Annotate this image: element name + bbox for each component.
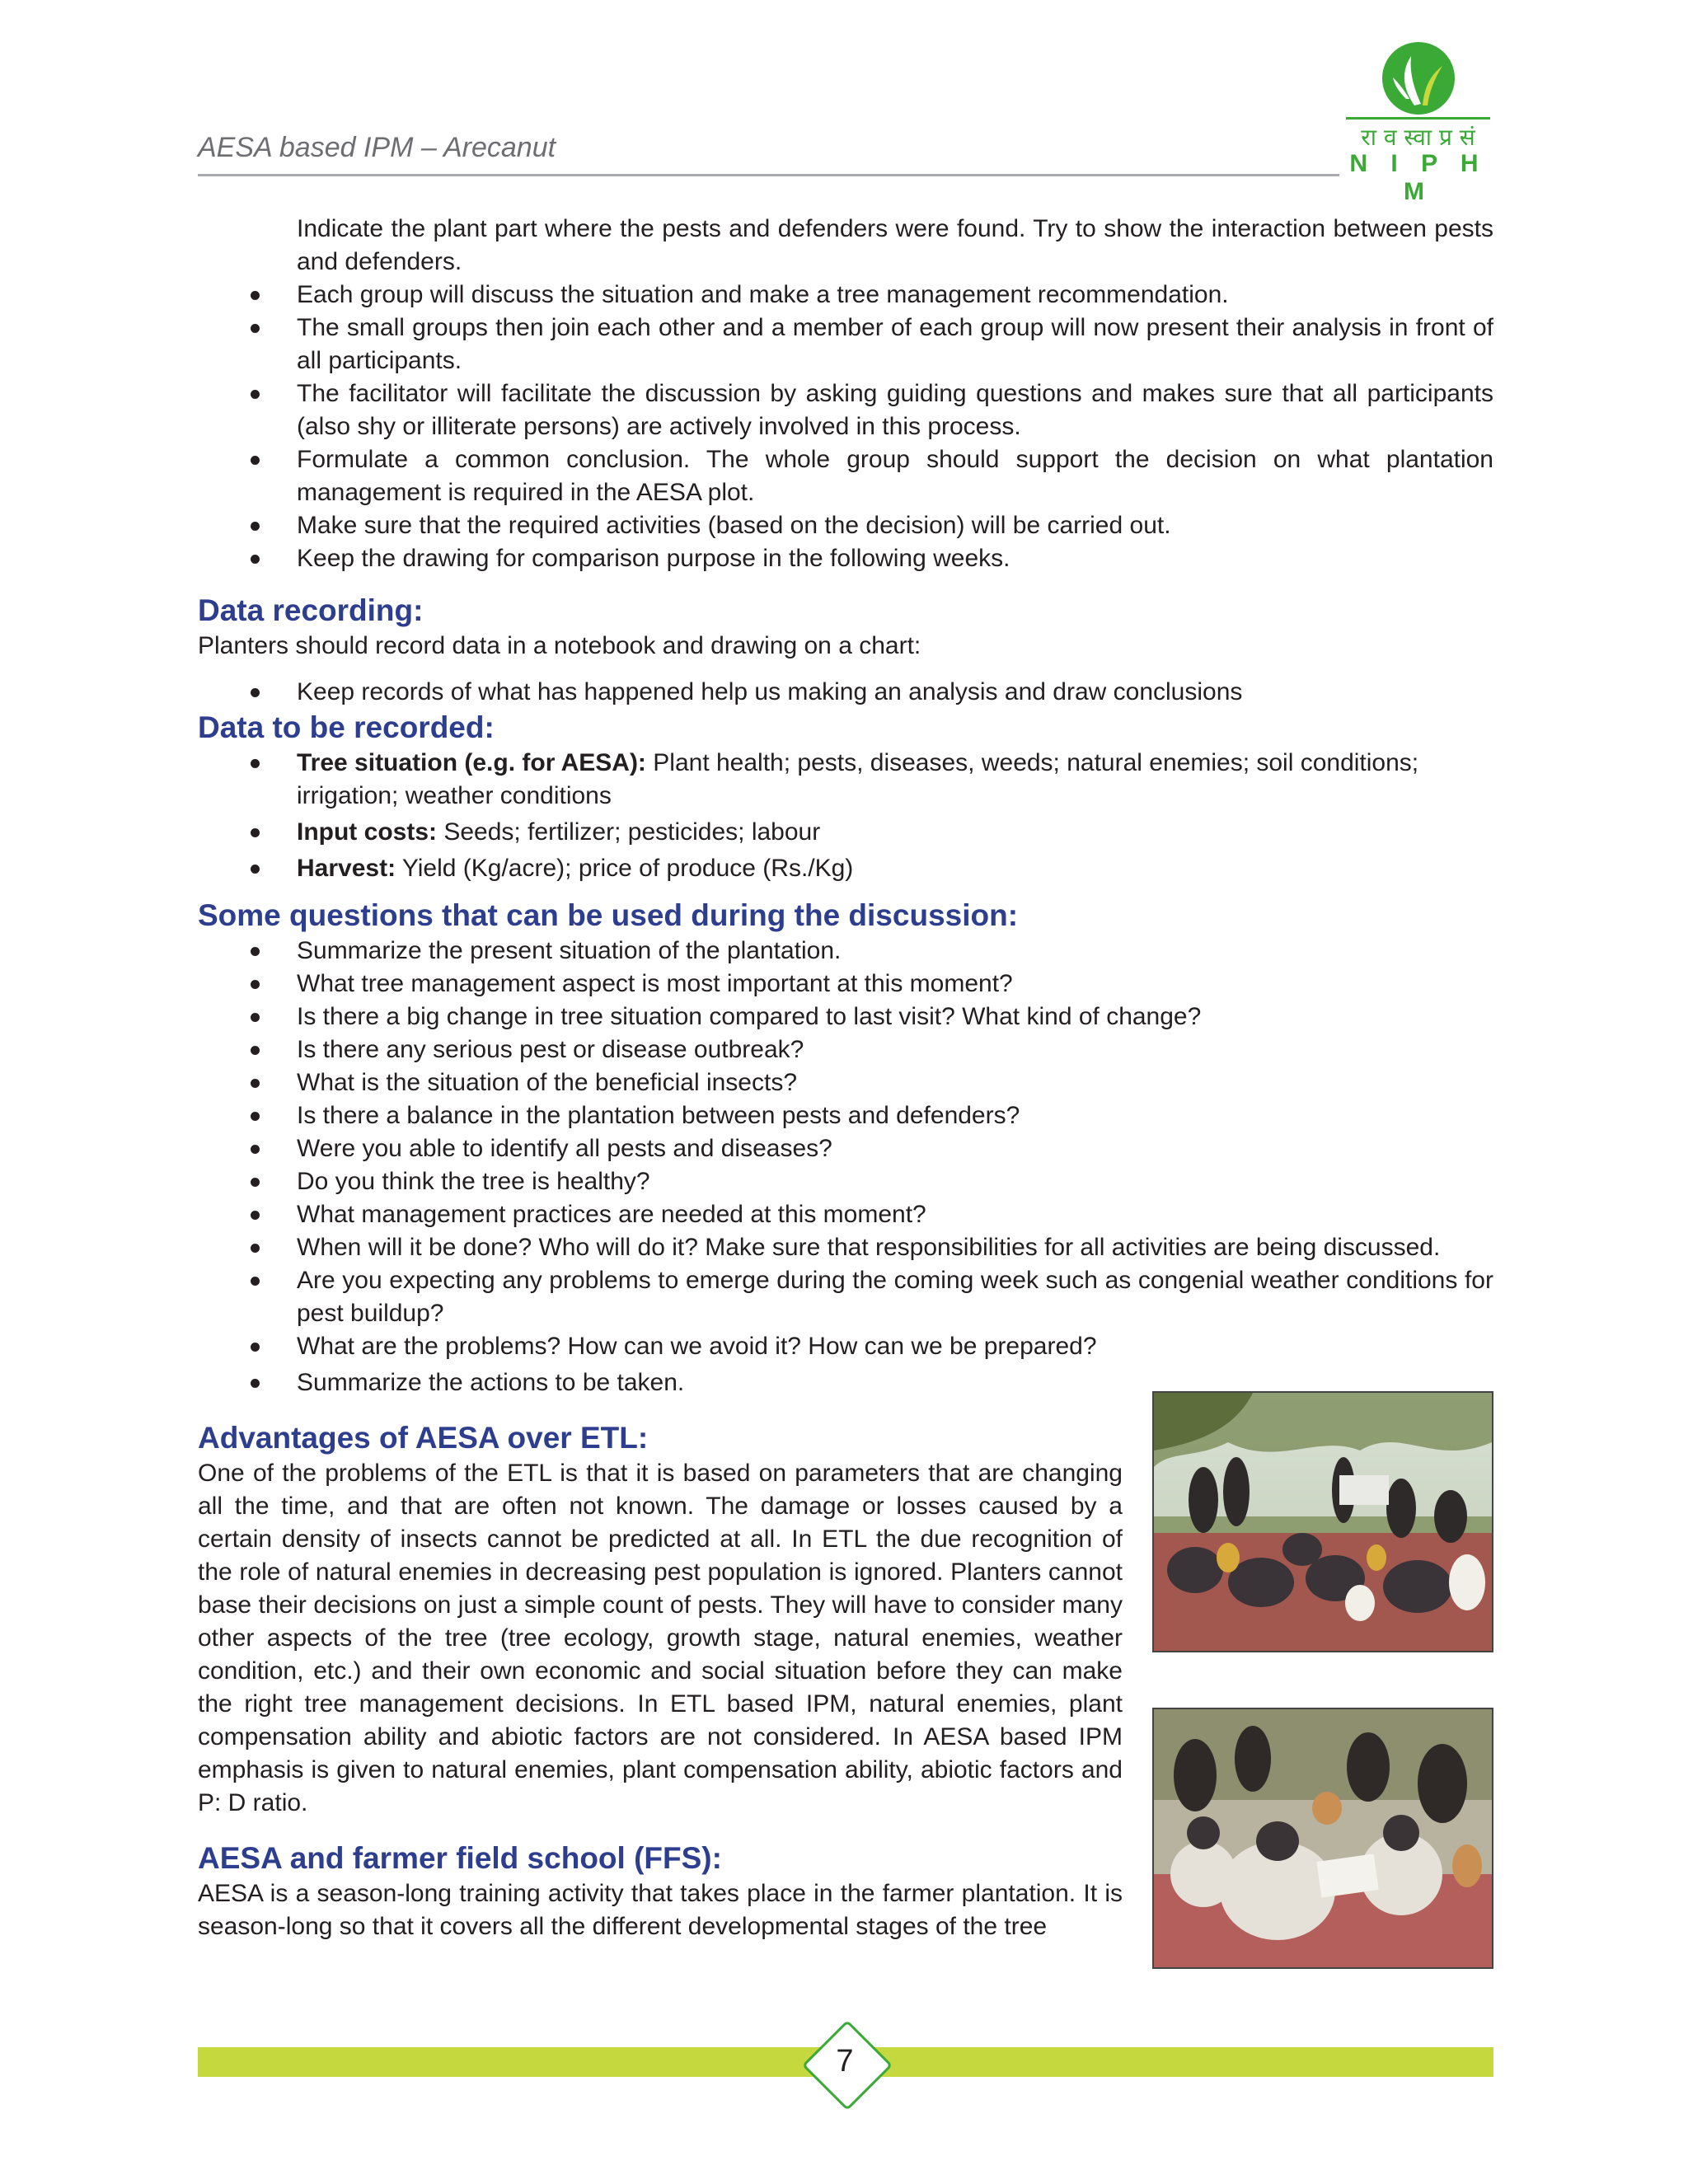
data-recording-text: Planters should record data in a notebook and drawing on a chart: [198, 632, 921, 659]
bullet-icon [251, 947, 260, 956]
ffs-paragraph: AESA is a season-long training activity that takes place in the farmer plantation. It is season-long so that it covers all the different developmental stages of the tree [198, 1880, 1123, 1940]
running-header-title: AESA based IPM – Arecanut [198, 132, 556, 163]
list-item: What tree management aspect is most important at this moment? [198, 968, 1493, 1001]
leaf-logo-icon [1381, 41, 1456, 115]
list-item: The facilitator will facilitate the discussion by asking guiding questions and makes sure that all participants (also shy or illiterate persons) are actively involved in this process. [198, 377, 1493, 443]
list-item: Input costs: Seeds; fertilizer; pesticides; labour [198, 816, 1493, 849]
bullet-icon [251, 1178, 260, 1187]
list-item: Keep the drawing for comparison purpose in the following weeks. [198, 542, 1493, 575]
advantages-paragraph: One of the problems of the ETL is that it is based on parameters that are changing all the time, and that are often not known. The damage or losses caused by a certain density of insects cannot be predicted at all. In ETL the due recognition of the role of natural enemies in decreasing pest population is ignored. Planters cannot base their decisions on just a simple count of pests. They will have to consider many other aspects of the tree (tree ecology, growth stage, natural enemies, weather condition, etc.) and their own economic and social situation before they can make the right tree management decisions. In ETL based IPM, natural enemies, plant compensation ability and abiotic factors are not considered. In AESA based IPM emphasis is given to natural enemies, plant compensation ability, abiotic factors and P: D ratio. [198, 1460, 1123, 1816]
list-item: Formulate a common conclusion. The whole group should support the decision on what plantation management is required in the AESA plot. [198, 443, 1493, 509]
list-item: Make sure that the required activities (based on the decision) will be carried out. [198, 509, 1493, 542]
data-to-be-recorded-list [198, 747, 1493, 885]
list-item: Are you expecting any problems to emerge during the coming week such as congenial weather conditions for pest buildup? [198, 1264, 1493, 1330]
page-content [198, 213, 1493, 1943]
section-heading-data-to-be-recorded: Data to be recorded: [198, 710, 495, 744]
list-item: Tree situation (e.g. for AESA): Plant health; pests, diseases, weeds; natural enemies; soil conditions; irrigation; weather conditions [198, 747, 1493, 813]
section-heading-data-recording: Data recording: [198, 593, 424, 627]
list-item: Harvest: Yield (Kg/acre); price of produce (Rs./Kg) [198, 852, 1493, 885]
bullet-icon [251, 390, 260, 399]
logo-rule [1346, 117, 1490, 120]
photo-group-discussion-image [1154, 1709, 1492, 1967]
section-heading-discussion-questions: Some questions that can be used during the discussion: [198, 898, 1019, 932]
logo-hindi-text: रा व स्वा प्र सं [1361, 124, 1475, 151]
bullet-icon [251, 980, 260, 989]
list-item: The small groups then join each other and a member of each group will now present their analysis in front of all participants. [198, 312, 1493, 377]
bullet-icon [251, 1343, 260, 1352]
continued-bullet-text: Indicate the plant part where the pests and defenders were found. Try to show the interaction between pests and defenders. [297, 215, 1493, 275]
bullet-icon [251, 865, 260, 874]
bullet-icon [251, 324, 260, 333]
list-item: Do you think the tree is healthy? [198, 1165, 1493, 1198]
bullet-icon [251, 555, 260, 564]
field-training-photo-2 [1152, 1708, 1493, 1969]
list-item: Is there any serious pest or disease outbreak? [198, 1033, 1493, 1066]
list-item: Is there a balance in the plantation between pests and defenders? [198, 1099, 1493, 1132]
page-number: 7 [836, 2044, 854, 2079]
bullet-icon [251, 828, 260, 837]
list-item: Is there a big change in tree situation compared to last visit? What kind of change? [198, 1001, 1493, 1033]
bullet-icon [251, 688, 260, 697]
list-item: Summarize the actions to be taken. [198, 1366, 1493, 1399]
bullet-icon [251, 1046, 260, 1055]
field-training-photo-1 [1152, 1391, 1493, 1652]
bullet-icon [251, 1277, 260, 1286]
page-number-badge [799, 2018, 890, 2108]
list-item: Keep records of what has happened help us making an analysis and draw conclusions [198, 676, 1493, 709]
data-recording-bullet-list [198, 676, 1493, 709]
header-divider [198, 174, 1339, 176]
niphm-logo [1346, 41, 1490, 205]
bullet-icon [251, 1112, 260, 1121]
intro-bullet-list [198, 279, 1493, 575]
bullet-icon [251, 759, 260, 768]
section-heading-ffs: AESA and farmer field school (FFS): [198, 1841, 722, 1875]
bullet-icon [251, 1013, 260, 1022]
list-item: Summarize the present situation of the plantation. [198, 935, 1493, 968]
logo-abbreviation: N I P H M [1349, 150, 1487, 205]
bullet-icon [251, 1145, 260, 1154]
list-item: When will it be done? Who will do it? Make sure that responsibilities for all activities are being discussed. [198, 1231, 1493, 1264]
bullet-icon [251, 1211, 260, 1220]
section-heading-advantages: Advantages of AESA over ETL: [198, 1421, 649, 1455]
list-item: What management practices are needed at this moment? [198, 1198, 1493, 1231]
list-item: What are the problems? How can we avoid it? How can we be prepared? [198, 1330, 1493, 1363]
list-item: Each group will discuss the situation and make a tree management recommendation. [198, 279, 1493, 312]
list-item: What is the situation of the beneficial insects? [198, 1066, 1493, 1099]
bullet-icon [251, 1079, 260, 1088]
bullet-icon [251, 1244, 260, 1253]
discussion-questions-list [198, 935, 1493, 1399]
list-item: Were you able to identify all pests and diseases? [198, 1132, 1493, 1165]
photo-outdoor-group-image [1154, 1393, 1492, 1651]
bullet-icon [251, 456, 260, 465]
bullet-icon [251, 522, 260, 531]
bullet-icon [251, 1379, 260, 1388]
bullet-icon [251, 291, 260, 300]
